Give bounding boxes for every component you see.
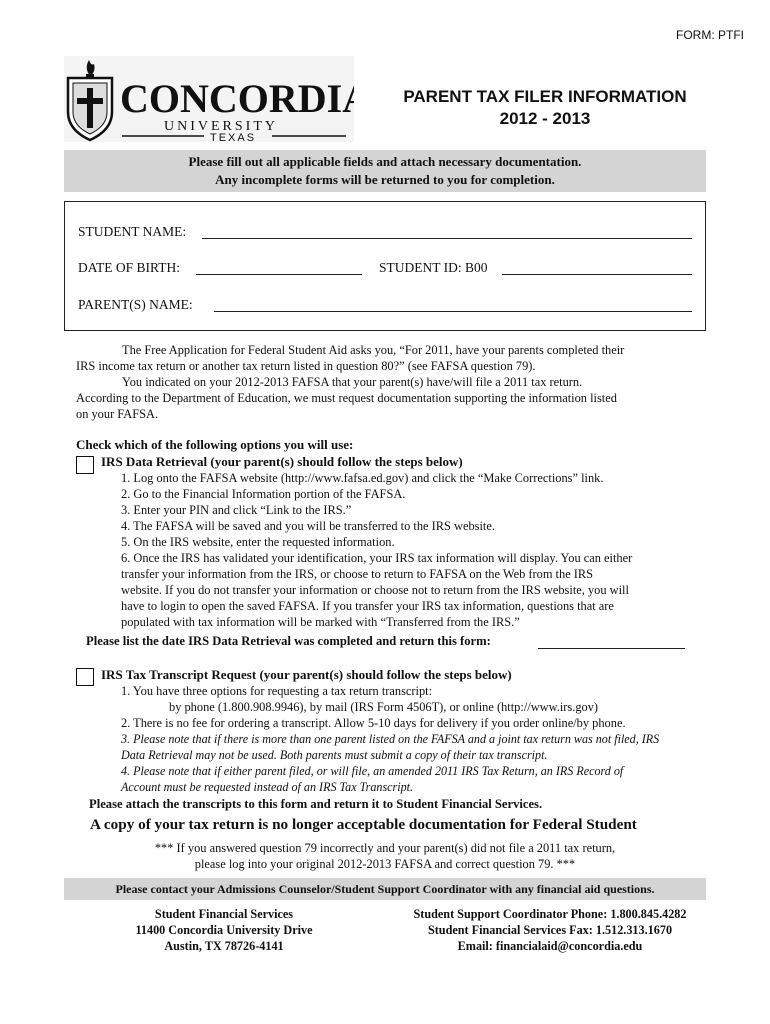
attach-instruction: Please attach the transcripts to this form and return it to Student Financial Services. — [89, 797, 543, 811]
parents-name-field[interactable] — [214, 311, 692, 312]
irs-data-retrieval-checkbox[interactable] — [76, 456, 94, 474]
retrieval-date-field[interactable] — [538, 648, 685, 649]
logo-university: UNIVERSITY — [164, 119, 278, 134]
step-item: Data Retrieval may not be used. Both parents must submit a copy of their tax transcript. — [121, 748, 548, 762]
step-item: by phone (1.800.908.9946), by mail (IRS Form 4506T), or online (http://www.irs.gov) — [169, 700, 599, 714]
dob-field[interactable] — [196, 274, 362, 275]
address-line: Austin, TX 78726-4141 — [164, 939, 284, 953]
step-item: 2. Go to the Financial Information portion of the FAFSA. — [121, 487, 406, 501]
step-item: 1. Log onto the FAFSA website (http://www.fafsa.ed.gov) and click the “Make Corrections” link. — [121, 471, 604, 485]
irs-tax-transcript-checkbox[interactable] — [76, 668, 94, 686]
address-line: 11400 Concordia University Drive — [135, 923, 313, 937]
step-item: 4. The FAFSA will be saved and you will be transferred to the IRS website. — [121, 519, 495, 533]
intro-line: IRS income tax return or another tax return listed in question 80?” (see FAFSA question 79). — [76, 359, 536, 373]
instructions-line2: Any incomplete forms will be returned to you for completion. — [215, 172, 555, 187]
contact-fax: Student Financial Services Fax: 1.512.313.1670 — [427, 923, 673, 937]
form-title — [400, 86, 690, 130]
step-item: website. If you do not transfer your information or choose not to return from the IRS website, you will — [121, 583, 629, 597]
date-prompt: Please list the date IRS Data Retrieval was completed and return this form: — [86, 634, 491, 648]
student-name-label: STUDENT NAME: — [78, 224, 187, 239]
question-note-line1: *** If you answered question 79 incorrectly and your parent(s) did not file a 2011 tax return, — [154, 841, 616, 855]
contact-email[interactable]: Email: financialaid@concordia.edu — [457, 939, 643, 953]
step-item: 3. Please note that if there is more than one parent listed on the FAFSA and a joint tax return was not filed, IRS — [121, 732, 660, 746]
contact-banner: Please contact your Admissions Counselor/Student Support Coordinator with any financial aid questions. — [64, 878, 706, 900]
step-item: 3. Enter your PIN and click “Link to the IRS.” — [121, 503, 352, 517]
intro-line: The Free Application for Federal Student Aid asks you, “For 2011, have your parents completed their — [122, 343, 625, 357]
intro-line: on your FAFSA. — [76, 407, 159, 421]
instructions-banner — [64, 150, 706, 192]
logo-name: CONCORDIA — [120, 76, 354, 121]
step-item: populated with tax information will be marked with “Transferred from the IRS.” — [121, 615, 520, 629]
address-block — [104, 906, 344, 954]
intro-line: You indicated on your 2012-2013 FAFSA that your parent(s) have/will file a 2011 tax return. — [122, 375, 583, 389]
copy-notice: A copy of your tax return is no longer acceptable documentation for Federal Student — [90, 816, 637, 833]
question-note-line2: please log into your original 2012-2013 FAFSA and correct question 79. *** — [194, 857, 576, 871]
step-item: 5. On the IRS website, enter the requested information. — [121, 535, 395, 549]
form-title-year: 2012 - 2013 — [499, 109, 591, 128]
form-title-line1: PARENT TAX FILER INFORMATION — [403, 87, 687, 106]
parents-name-label: PARENT(S) NAME: — [78, 297, 193, 312]
step-item: have to login to open the saved FAFSA. If you transfer your IRS tax information, questions that are — [121, 599, 614, 613]
step-item: 2. There is no fee for ordering a transcript. Allow 5-10 days for delivery if you order online/by phone. — [121, 716, 626, 730]
contact-phone: Student Support Coordinator Phone: 1.800.845.4282 — [413, 907, 687, 921]
address-line: Student Financial Services — [154, 907, 294, 921]
student-info-box — [64, 201, 706, 331]
instructions-line1: Please fill out all applicable fields and attach necessary documentation. — [188, 154, 582, 169]
irs-tax-transcript-heading: IRS Tax Transcript Request (your parent(s) should follow the steps below) — [101, 667, 512, 682]
contact-block — [390, 906, 710, 954]
student-name-field[interactable] — [202, 238, 692, 239]
student-id-label: STUDENT ID: B00 — [379, 260, 488, 275]
concordia-logo — [64, 56, 354, 142]
logo-texas: TEXAS — [210, 132, 257, 142]
step-item: Account must be requested instead of an IRS Tax Transcript. — [121, 780, 414, 794]
step-item: 1. You have three options for requesting a tax return transcript: — [121, 684, 433, 698]
intro-line: According to the Department of Education, we must request documentation supporting the information listed — [76, 391, 617, 405]
step-item: transfer your information from the IRS, or choose to return to FAFSA on the Web from the IRS — [121, 567, 594, 581]
form-code: FORM: PTFI — [676, 28, 744, 42]
step-item: 4. Please note that if either parent filed, or will file, an amended 2011 IRS Tax Return, an IRS Record of — [121, 764, 624, 778]
student-id-field[interactable] — [502, 274, 692, 275]
dob-label: DATE OF BIRTH: — [78, 260, 180, 275]
step-item: 6. Once the IRS has validated your identification, your IRS tax information will display. You can either — [121, 551, 633, 565]
options-heading: Check which of the following options you will use: — [76, 437, 354, 452]
irs-data-retrieval-heading: IRS Data Retrieval (your parent(s) should follow the steps below) — [101, 454, 463, 469]
